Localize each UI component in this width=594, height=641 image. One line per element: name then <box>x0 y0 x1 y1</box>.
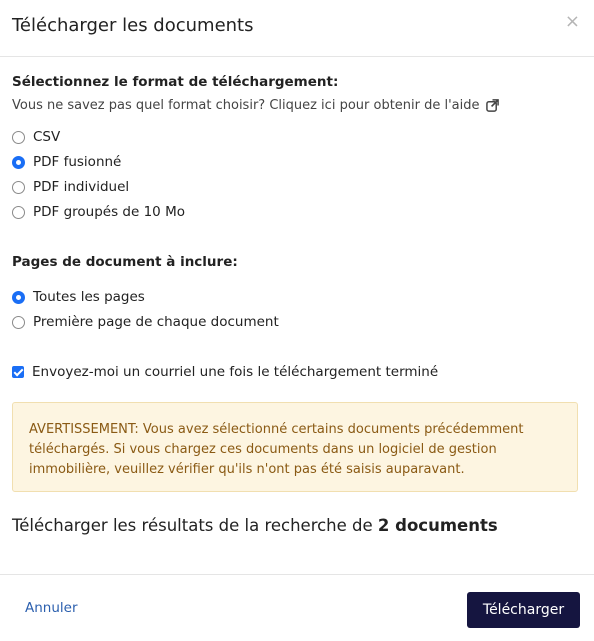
download-summary <box>12 516 498 535</box>
format-option-label: PDF groupés de 10 Mo <box>33 204 185 220</box>
radio-button[interactable] <box>12 131 25 144</box>
format-help-text: Vous ne savez pas quel format choisir? Cliquez ici pour obtenir de l'aide <box>12 98 480 113</box>
warning-alert <box>12 402 578 492</box>
format-option-label: PDF individuel <box>33 179 130 195</box>
pages-option-all[interactable] <box>12 289 145 305</box>
cancel-button[interactable]: Annuler <box>25 600 78 616</box>
email-notify-option[interactable] <box>12 364 438 380</box>
format-option-pdf-merged[interactable] <box>12 154 121 170</box>
pages-option-first[interactable] <box>12 314 279 330</box>
dialog-footer <box>0 574 594 641</box>
close-icon[interactable]: × <box>564 11 580 32</box>
radio-button[interactable] <box>12 206 25 219</box>
pages-option-label: Première page de chaque document <box>33 314 279 330</box>
dialog-header <box>0 0 594 57</box>
format-option-csv[interactable] <box>12 129 60 145</box>
radio-button-selected[interactable] <box>12 291 25 304</box>
email-notify-label: Envoyez-moi un courriel une fois le téléchargement terminé <box>32 364 439 380</box>
warning-text: AVERTISSEMENT: Vous avez sélectionné certains documents précédemment téléchargés. Si vous chargez ces documents dans un logiciel de gestion immobilière, veuillez vérifier qu'ils n'ont pas été saisis auparavant. <box>29 422 524 477</box>
format-option-pdf-grouped[interactable] <box>12 204 185 220</box>
pages-heading: Pages de document à inclure: <box>12 254 238 270</box>
summary-count: 2 documents <box>377 516 498 535</box>
radio-button[interactable] <box>12 181 25 194</box>
format-option-label: CSV <box>33 129 61 145</box>
email-notify-checkbox[interactable] <box>12 366 24 378</box>
external-link-icon <box>486 99 499 112</box>
format-option-label: PDF fusionné <box>33 154 122 170</box>
summary-prefix: Télécharger les résultats de la recherche de <box>12 516 378 535</box>
format-heading: Sélectionnez le format de téléchargement: <box>12 74 339 90</box>
pages-option-label: Toutes les pages <box>33 289 145 305</box>
format-help-link[interactable] <box>12 98 499 113</box>
dialog-title: Télécharger les documents <box>12 15 254 36</box>
radio-button[interactable] <box>12 316 25 329</box>
radio-button-selected[interactable] <box>12 156 25 169</box>
download-button[interactable]: Télécharger <box>467 592 580 628</box>
format-option-pdf-individual[interactable] <box>12 179 129 195</box>
